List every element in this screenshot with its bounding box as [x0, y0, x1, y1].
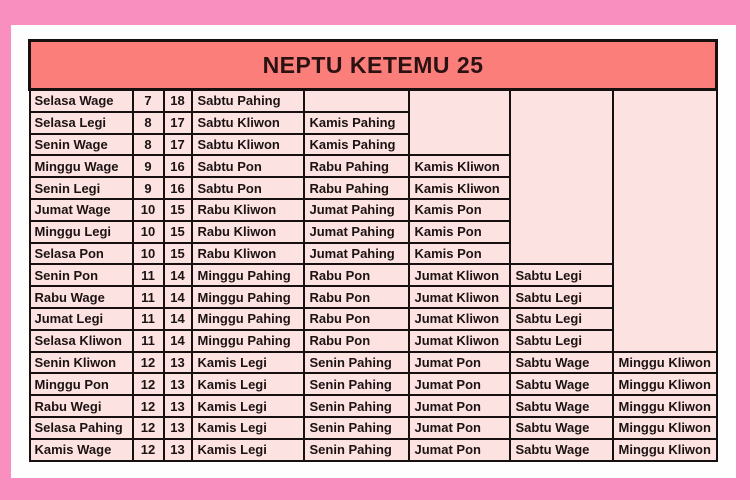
day-cell: Rabu Wegi — [30, 395, 133, 417]
partner-cell: Rabu Pahing — [304, 155, 409, 177]
complement-cell: 17 — [164, 112, 192, 134]
partner-cell: Kamis Pon — [409, 243, 510, 265]
partner-cell: Senin Pahing — [304, 395, 409, 417]
day-cell: Jumat Legi — [30, 308, 133, 330]
partner-cell: Rabu Pon — [304, 308, 409, 330]
partner-cell: Jumat Pon — [409, 395, 510, 417]
partner-cell: Sabtu Wage — [510, 395, 613, 417]
partner-cell: Sabtu Pon — [192, 177, 304, 199]
complement-cell: 17 — [164, 134, 192, 156]
day-cell: Jumat Wage — [30, 199, 133, 221]
partner-cell: Minggu Kliwon — [613, 373, 717, 395]
neptu-cell: 11 — [133, 286, 164, 308]
partner-cell: Sabtu Legi — [510, 264, 613, 286]
partner-cell: Minggu Kliwon — [613, 417, 717, 439]
partner-cell: Sabtu Kliwon — [192, 134, 304, 156]
complement-cell: 13 — [164, 439, 192, 461]
complement-cell: 18 — [164, 90, 192, 112]
partner-cell: Sabtu Wage — [510, 352, 613, 374]
table-row — [30, 439, 717, 461]
partner-cell: Sabtu Kliwon — [192, 112, 304, 134]
complement-cell: 14 — [164, 330, 192, 352]
partner-cell: Kamis Kliwon — [409, 155, 510, 177]
partner-cell: Rabu Pon — [304, 286, 409, 308]
partner-cell: Sabtu Wage — [510, 417, 613, 439]
partner-cell: Rabu Pahing — [304, 177, 409, 199]
partner-cell: Kamis Legi — [192, 439, 304, 461]
day-cell: Selasa Pon — [30, 243, 133, 265]
partner-cell: Rabu Kliwon — [192, 221, 304, 243]
neptu-cell: 11 — [133, 264, 164, 286]
partner-cell: Kamis Legi — [192, 373, 304, 395]
partner-cell: Kamis Pahing — [304, 112, 409, 134]
empty-cell — [304, 90, 409, 112]
white-panel — [11, 25, 736, 478]
page-title: NEPTU KETEMU 25 — [30, 41, 717, 90]
partner-cell: Kamis Pon — [409, 221, 510, 243]
neptu-cell: 12 — [133, 352, 164, 374]
neptu-cell: 10 — [133, 199, 164, 221]
day-cell: Senin Wage — [30, 134, 133, 156]
neptu-table — [28, 39, 718, 462]
partner-cell: Sabtu Legi — [510, 330, 613, 352]
partner-cell: Jumat Pon — [409, 352, 510, 374]
partner-cell: Senin Pahing — [304, 439, 409, 461]
complement-cell: 13 — [164, 395, 192, 417]
partner-cell: Rabu Kliwon — [192, 243, 304, 265]
day-cell: Kamis Wage — [30, 439, 133, 461]
partner-cell: Minggu Pahing — [192, 308, 304, 330]
neptu-cell: 12 — [133, 439, 164, 461]
table-header-row — [30, 41, 717, 90]
day-cell: Selasa Legi — [30, 112, 133, 134]
day-cell: Selasa Pahing — [30, 417, 133, 439]
partner-cell: Rabu Kliwon — [192, 199, 304, 221]
complement-cell: 13 — [164, 373, 192, 395]
partner-cell: Jumat Pahing — [304, 243, 409, 265]
day-cell: Rabu Wage — [30, 286, 133, 308]
partner-cell: Jumat Pon — [409, 373, 510, 395]
partner-cell: Jumat Pon — [409, 417, 510, 439]
complement-cell: 16 — [164, 155, 192, 177]
partner-cell: Kamis Legi — [192, 395, 304, 417]
day-cell: Senin Legi — [30, 177, 133, 199]
partner-cell: Sabtu Legi — [510, 308, 613, 330]
partner-cell: Kamis Legi — [192, 417, 304, 439]
neptu-cell: 11 — [133, 330, 164, 352]
neptu-cell: 10 — [133, 243, 164, 265]
partner-cell: Minggu Pahing — [192, 286, 304, 308]
partner-cell: Jumat Kliwon — [409, 286, 510, 308]
table-row — [30, 373, 717, 395]
partner-cell: Jumat Pahing — [304, 221, 409, 243]
partner-cell: Senin Pahing — [304, 417, 409, 439]
complement-cell: 14 — [164, 286, 192, 308]
neptu-cell: 10 — [133, 221, 164, 243]
partner-cell: Jumat Kliwon — [409, 264, 510, 286]
neptu-cell: 12 — [133, 417, 164, 439]
table-row — [30, 417, 717, 439]
partner-cell: Rabu Pon — [304, 330, 409, 352]
empty-cell — [409, 90, 510, 156]
neptu-cell: 7 — [133, 90, 164, 112]
neptu-cell: 12 — [133, 373, 164, 395]
complement-cell: 14 — [164, 308, 192, 330]
partner-cell: Sabtu Wage — [510, 373, 613, 395]
table-body — [30, 90, 717, 461]
day-cell: Minggu Legi — [30, 221, 133, 243]
partner-cell: Rabu Pon — [304, 264, 409, 286]
neptu-cell: 8 — [133, 112, 164, 134]
partner-cell: Minggu Pahing — [192, 330, 304, 352]
complement-cell: 15 — [164, 243, 192, 265]
complement-cell: 15 — [164, 221, 192, 243]
complement-cell: 13 — [164, 352, 192, 374]
partner-cell: Sabtu Pahing — [192, 90, 304, 112]
neptu-cell: 8 — [133, 134, 164, 156]
empty-cell — [613, 90, 717, 352]
empty-cell — [510, 90, 613, 265]
partner-cell: Minggu Kliwon — [613, 439, 717, 461]
neptu-cell: 11 — [133, 308, 164, 330]
table-row — [30, 352, 717, 374]
table-row — [30, 90, 717, 112]
complement-cell: 13 — [164, 417, 192, 439]
partner-cell: Sabtu Pon — [192, 155, 304, 177]
partner-cell: Sabtu Wage — [510, 439, 613, 461]
partner-cell: Jumat Kliwon — [409, 308, 510, 330]
partner-cell: Jumat Pon — [409, 439, 510, 461]
partner-cell: Minggu Pahing — [192, 264, 304, 286]
partner-cell: Jumat Pahing — [304, 199, 409, 221]
day-cell: Senin Kliwon — [30, 352, 133, 374]
partner-cell: Kamis Kliwon — [409, 177, 510, 199]
complement-cell: 15 — [164, 199, 192, 221]
partner-cell: Minggu Kliwon — [613, 395, 717, 417]
partner-cell: Minggu Kliwon — [613, 352, 717, 374]
day-cell: Selasa Kliwon — [30, 330, 133, 352]
day-cell: Selasa Wage — [30, 90, 133, 112]
neptu-cell: 9 — [133, 155, 164, 177]
day-cell: Senin Pon — [30, 264, 133, 286]
partner-cell: Kamis Pahing — [304, 134, 409, 156]
complement-cell: 14 — [164, 264, 192, 286]
day-cell: Minggu Wage — [30, 155, 133, 177]
neptu-cell: 9 — [133, 177, 164, 199]
partner-cell: Senin Pahing — [304, 352, 409, 374]
neptu-cell: 12 — [133, 395, 164, 417]
partner-cell: Jumat Kliwon — [409, 330, 510, 352]
partner-cell: Kamis Legi — [192, 352, 304, 374]
partner-cell: Senin Pahing — [304, 373, 409, 395]
complement-cell: 16 — [164, 177, 192, 199]
table-row — [30, 395, 717, 417]
day-cell: Minggu Pon — [30, 373, 133, 395]
partner-cell: Sabtu Legi — [510, 286, 613, 308]
partner-cell: Kamis Pon — [409, 199, 510, 221]
